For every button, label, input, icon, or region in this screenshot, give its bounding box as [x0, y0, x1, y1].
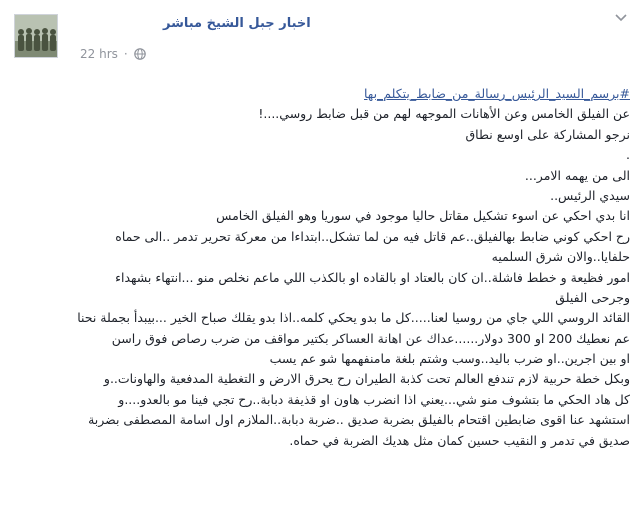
post-line: او بين اجرين..او ضرب باليد..وسب وشتم بلغة مامنفهمها شو عم يسب — [269, 351, 630, 367]
post-header — [0, 0, 640, 70]
post-line: نرجو المشاركة على اوسع نطاق — [465, 126, 630, 142]
page-name-link[interactable]: اخبار جبل الشيخ مباشر — [163, 16, 311, 31]
post-line: كل هاد الحكي ما بتشوف منو شي...يعني اذا انضرب هاون او قذيفة دبابة..رح تجي فينا مو بالعدو....و — [118, 391, 630, 407]
post-line: رح احكي كوني ضابط بهالفيلق..عم قاتل فيه من لما تشكل..ابتداءا من معركة تحرير تدمر ..الى حماه — [115, 228, 630, 244]
post-line: انا بدي احكي عن اسوء تشكيل مقاتل حاليا موجود في سوريا وهو الفيلق الخامس — [216, 208, 630, 224]
meta-separator: · — [123, 47, 128, 61]
post-line: صديق في تدمر و النقيب حسين كمان مثل هديك الضربة في حماه. — [289, 432, 630, 448]
post-line: عن الفيلق الخامس وعن الأهانات الموجهه لهم من قبل ضابط روسي....! — [258, 106, 630, 122]
post-line: الى من يهمه الامر... — [524, 167, 630, 183]
post-line: امور فظيعة و خطط فاشلة..ان كان بالعتاد او بالقاده او بالكذب اللي ماعم نخلص منو ...انتهاء بشهداء — [115, 269, 630, 285]
group-photo-icon — [15, 15, 58, 58]
globe-icon[interactable] — [134, 48, 146, 60]
post-line: وجرحى الفيلق — [555, 289, 630, 305]
post-line: عم نعطيك 200 او 300 دولار......عداك عن اهانة العساكر بكتير مواقف من ضرب رصاص فوق راسن — [111, 330, 630, 346]
post-line: استشهد عنا اقوى ضابطين اقتحام بالفيلق بضربة صديق ..ضربة دبابة..الملازم اول اسامة المصطفى بضربة — [88, 412, 630, 428]
post-line: القائد الروسي اللي جاي من روسيا لعنا.....كل ما بدو يحكي كلمه..اذا بدو يقلك صباح الخير ...بيبدأ بجملة نحنا — [77, 310, 630, 326]
post-line: وبكل خطة حربية لازم تندفع العالم تحت كذبة الطيران رح يحرق الارض و التغطية المدفعية والهاونات..و — [103, 371, 630, 387]
post-line: حلفايا..والان شرق السلميه — [491, 249, 630, 265]
hashtag-link[interactable]: #برسم_السيد_الرئيس_رسالة_من_ضابط_يتكلم_بها — [364, 86, 630, 101]
page-avatar[interactable] — [14, 14, 58, 58]
post-meta — [80, 47, 146, 61]
chevron-down-icon — [615, 14, 627, 22]
post-line: . — [626, 147, 630, 163]
post-options-button[interactable] — [613, 10, 629, 26]
post-timestamp[interactable]: 22 hrs — [80, 47, 118, 61]
post-line: سيدي الرئيس.. — [550, 187, 630, 203]
post-body — [12, 84, 630, 451]
